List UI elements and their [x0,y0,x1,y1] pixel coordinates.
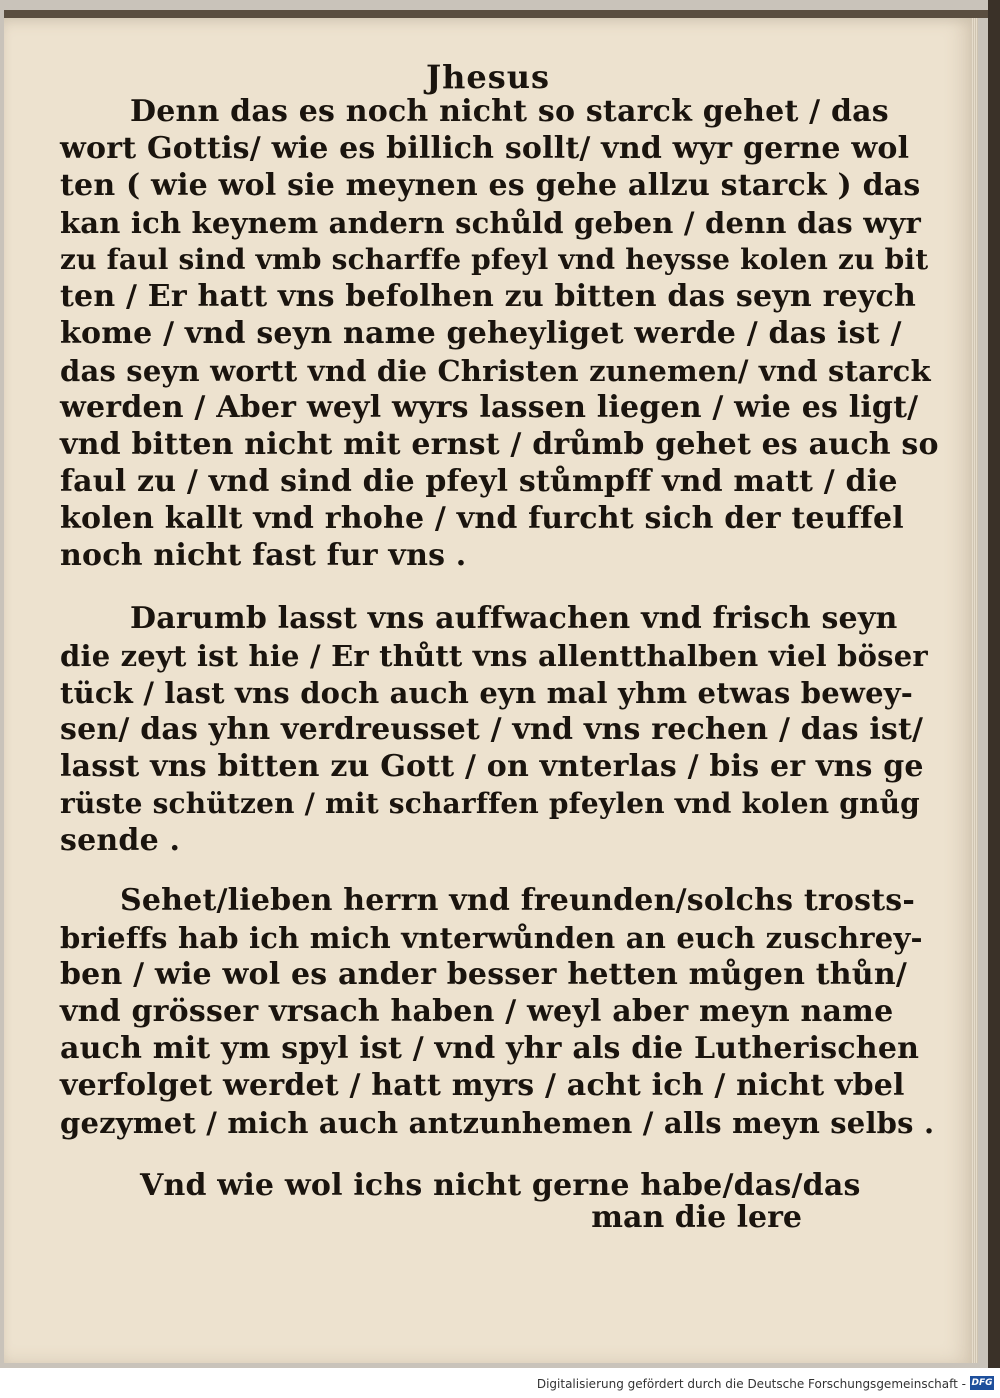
text-line: das seyn wortt vnd die Christen zunemen/ vnd starck [60,354,931,388]
dfg-logo-icon: DFG [971,1378,993,1388]
book-cover-edge [988,0,1000,1368]
text-line: verfolget werdet / hatt myrs / acht ich / nicht vbel [60,1068,905,1103]
text-line: ben / wie wol es ander besser hetten můgen thůn/ [60,957,907,992]
text-line: die zeyt ist hie / Er thůtt vns allentthalben viel böser [60,639,928,673]
top-scan-border [4,10,988,18]
text-line: auch mit ym spyl ist / vnd yhr als die Lutherischen [60,1031,920,1066]
text-line: ten / Er hatt vns befolhen zu bitten das seyn reych [60,279,916,314]
text-line: kolen kallt vnd rhohe / vnd furcht sich der teuffel [60,501,904,536]
text-line: sen/ das yhn verdreusset / vnd vns rechen / das ist/ [60,712,924,747]
book-page [4,18,973,1363]
text-line: vnd grösser vrsach haben / weyl aber meyn name [60,994,894,1029]
text-line: Sehet/lieben herrn vnd freunden/solchs trosts- [120,883,916,918]
text-line: faul zu / vnd sind die pfeyl stůmpff vnd matt / die [60,464,898,499]
text-line: rüste schützen / mit scharffen pfeylen vnd kolen gnůg [60,787,920,820]
text-line: sende . [60,823,181,858]
funding-credit: Digitalisierung gefördert durch die Deutsche Forschungsgemeinschaft - [536,1377,966,1391]
text-line: zu faul sind vmb scharffe pfeyl vnd heysse kolen zu bit [60,243,929,276]
text-line: ten ( wie wol sie meynen es gehe allzu starck ) das [60,168,921,203]
page-edges [972,18,978,1363]
footer-bar [0,1368,1000,1398]
page-title: Jhesus [425,58,551,96]
text-line: gezymet / mich auch antzunhemen / alls meyn selbs . [60,1106,935,1140]
text-line: Vnd wie wol ichs nicht gerne habe/das/das [140,1168,861,1203]
text-line: Darumb lasst vns auffwachen vnd frisch seyn [130,601,898,636]
text-line: lasst vns bitten zu Gott / on vnterlas / bis er vns ge [60,749,924,784]
text-line: tück / last vns doch auch eyn mal yhm etwas bewey- [60,676,914,710]
text-line: wort Gottis/ wie es billich sollt/ vnd wyr gerne wol [60,131,910,166]
text-line: Denn das es noch nicht so starck gehet / das [130,94,889,129]
catchword: man die lere [591,1200,802,1235]
text-line: kan ich keynem andern schůld geben / denn das wyr [60,206,921,240]
text-line: kome / vnd seyn name geheyliget werde / das ist / [60,316,902,351]
text-line: vnd bitten nicht mit ernst / drůmb gehet es auch so [60,427,939,462]
text-line: werden / Aber weyl wyrs lassen liegen / wie es ligt/ [60,390,919,425]
text-line: brieffs hab ich mich vnterwůnden an euch zuschrey- [60,921,923,955]
text-line: noch nicht fast fur vns . [60,538,467,573]
